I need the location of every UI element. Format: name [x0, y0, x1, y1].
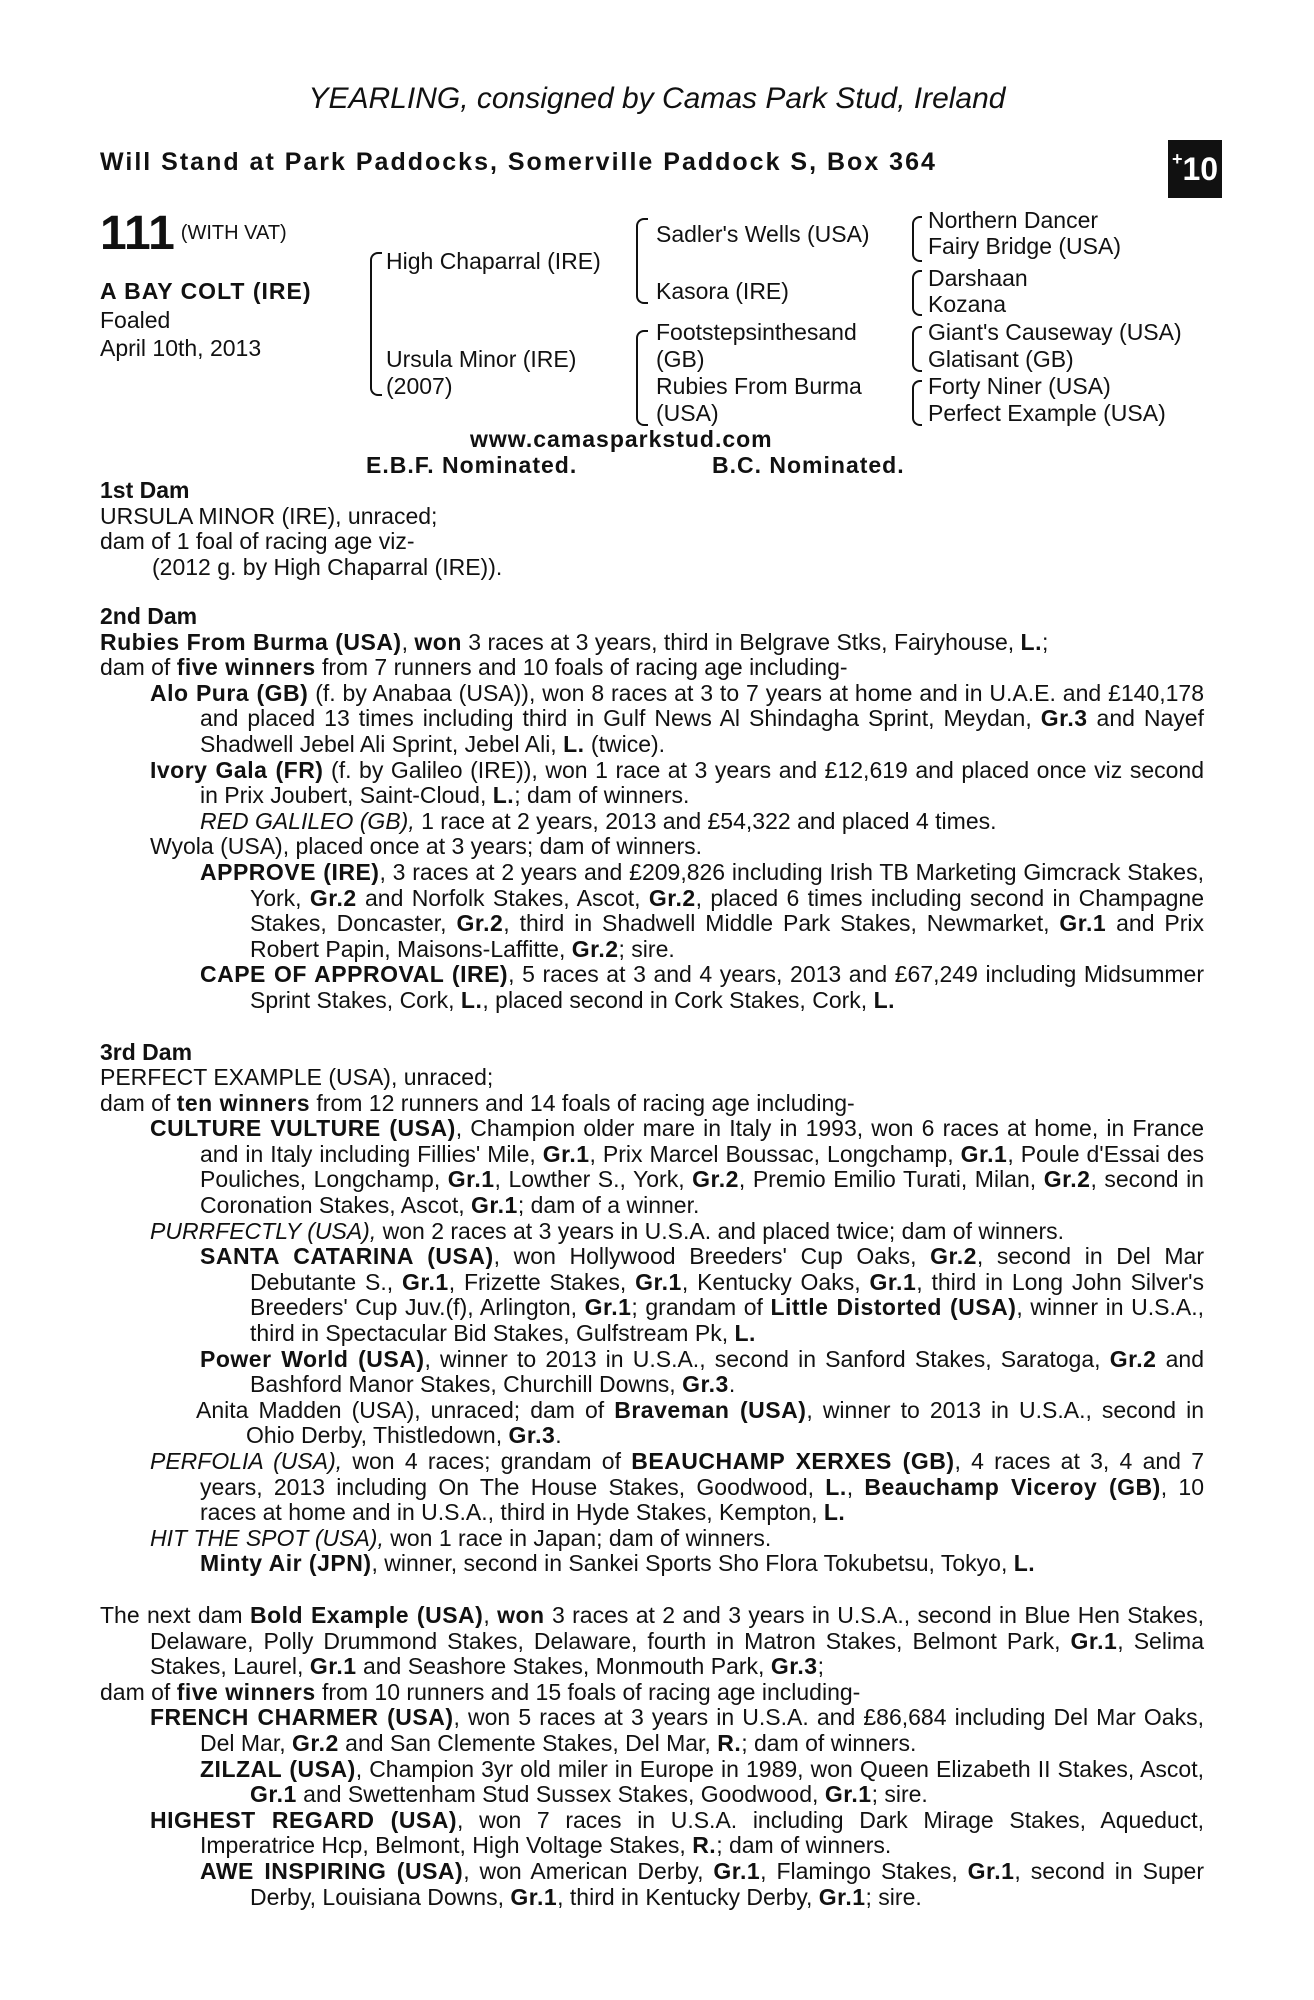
pedigree-brace-dd: [912, 380, 922, 426]
pedigree-sire-sire: Sadler's Wells (USA): [656, 221, 870, 247]
pedigree-gen3-5: Giant's Causeway (USA): [928, 319, 1182, 345]
website: www.camasparkstud.com: [470, 426, 773, 452]
third-dam-entry: PERFECT EXAMPLE (USA), unraced;: [100, 1064, 494, 1091]
pedigree-gen3-8: Perfect Example (USA): [928, 400, 1166, 426]
pedigree-gen3-7: Forty Niner (USA): [928, 373, 1111, 399]
first-dam-section: [100, 478, 502, 580]
pedigree-gen3-1: Northern Dancer: [928, 207, 1099, 233]
pedigree-dam-dam-2: (USA): [656, 400, 719, 426]
produce-entry: HIGHEST REGARD (USA), won 7 races in U.S.A. including Dark Mirage Stakes, Aqueduct, Imperatrice Hcp, Belmont, High Voltage Stakes, R.; dam of winners.: [150, 1806, 1205, 1859]
catalogue-header: YEARLING, consigned by Camas Park Stud, Ireland: [308, 82, 1006, 115]
pedigree-dam: Ursula Minor (IRE): [386, 346, 577, 372]
produce-entry: Ivory Gala (FR) (f. by Galileo (IRE)), won 1 race at 3 years and £12,619 and placed once viz second in Prix Joubert, Saint-Cloud, L.; dam of winners.: [150, 756, 1204, 809]
first-dam-line: URSULA MINOR (IRE), unraced;: [100, 502, 438, 529]
pedigree-dam-sire-1: Footstepsinthesand: [656, 319, 857, 345]
produce-entry: SANTA CATARINA (USA), won Hollywood Breeders' Cup Oaks, Gr.2, second in Del Mar Debutante S., Gr.1, Frizette Stakes, Gr.1, Kentucky Oaks, Gr.1, third in Long John Silver's Breeders' Cup Juv.(f), Arlington, Gr.1; grandam of Little Distorted (USA), winner in U.S.A., third in Spectacular Bid Stakes, Gulfstream Pk, L.: [200, 1243, 1205, 1347]
produce-entry: FRENCH CHARMER (USA), won 5 races at 3 years in U.S.A. and £86,684 including Del Mar Oaks, Del Mar, Gr.2 and San Clemente Stakes, Del Mar, R.; dam of winners.: [150, 1704, 1204, 1756]
pedigree-dam-dam-1: Rubies From Burma: [656, 373, 862, 399]
produce-entry: CAPE OF APPROVAL (IRE), 5 races at 3 and 4 years, 2013 and £67,249 including Midsummer Sprint Stakes, Cork, L., placed second in Cork Stakes, Cork, L.: [200, 961, 1204, 1013]
ebf-nomination: E.B.F. Nominated.: [366, 452, 578, 478]
pedigree-brace-gen1: [370, 252, 382, 396]
produce-entry: PERFOLIA (USA), won 4 races; grandam of BEAUCHAMP XERXES (GB), 4 races at 3, 4 and 7 years, 2013 including On The House Stakes, Goodwood, L., Beauchamp Viceroy (GB), 10 races at home and in U.S.A., third in Hyde Stakes, Kempton, L.: [150, 1448, 1205, 1526]
produce-entry: Alo Pura (GB) (f. by Anabaa (USA)), won 8 races at 3 to 7 years at home and in U.A.E. and £140,178 and placed 13 times including third in Gulf News Al Shindagha Sprint, Meydan, Gr.3 and Nayef Shadwell Jebel Ali Sprint, Jebel Ali, L. (twice).: [150, 679, 1205, 757]
next-dam-entry: The next dam Bold Example (USA), won 3 races at 2 and 3 years in U.S.A., second in Blue Hen Stakes, Delaware, Polly Drummond Stakes, Delaware, fourth in Matron Stakes, Belmont Park, Gr.1, Selima Stakes, Laurel, Gr.1 and Seashore Stakes, Monmouth Park, Gr.3;: [100, 1601, 1204, 1680]
second-dam-produce: dam of five winners from 7 runners and 10 foals of racing age including-: [100, 654, 848, 681]
stable-location: Will Stand at Park Paddocks, Somerville Paddock S, Box 364: [100, 148, 937, 176]
pedigree-gen3-3: Darshaan: [928, 265, 1028, 291]
first-dam-line: dam of 1 foal of racing age viz-: [100, 528, 415, 555]
foaled-info: Foaled April 10th, 2013: [100, 307, 262, 361]
produce-entry: APPROVE (IRE), 3 races at 2 years and £209,826 including Irish TB Marketing Gimcrack Stakes, York, Gr.2 and Norfolk Stakes, Ascot, Gr.2, placed 6 times including second in Champagne Stakes, Doncaster, Gr.2, third in Shadwell Middle Park Stakes, Newmarket, Gr.1 and Prix Robert Papin, Maisons-Laffitte, Gr.2; sire.: [200, 858, 1205, 962]
bc-nomination: B.C. Nominated.: [712, 452, 905, 478]
third-dam-produce: dam of ten winners from 12 runners and 14 foals of racing age including-: [100, 1089, 855, 1116]
pedigree-brace-sd: [912, 270, 922, 316]
produce-entry: Power World (USA), winner to 2013 in U.S.A., second in Sanford Stakes, Saratoga, Gr.2 and Bashford Manor Stakes, Churchill Downs, Gr.3.: [200, 1345, 1204, 1398]
pedigree-gen3-4: Kozana: [928, 291, 1007, 317]
pedigree-sire-dam: Kasora (IRE): [656, 278, 789, 304]
produce-entry: PURRFECTLY (USA), won 2 races at 3 years in U.S.A. and placed twice; dam of winners.: [150, 1217, 1064, 1244]
vat-note: (WITH VAT): [180, 222, 287, 244]
pedigree-brace-ss: [912, 216, 922, 262]
pedigree-gen3-2: Fairy Bridge (USA): [928, 233, 1121, 259]
third-dam-heading: 3rd Dam: [100, 1038, 193, 1065]
pedigree-brace-sire: [636, 218, 648, 304]
produce-entry: RED GALILEO (GB), 1 race at 2 years, 2013 and £54,322 and placed 4 times.: [200, 807, 997, 834]
produce-entry: HIT THE SPOT (USA), won 1 race in Japan; dam of winners.: [150, 1524, 772, 1551]
dam-history: [100, 604, 1204, 1910]
lot-badge: + 10: [1168, 140, 1222, 198]
produce-entry: AWE INSPIRING (USA), won American Derby, Gr.1, Flamingo Stakes, Gr.1, second in Super Derby, Louisiana Downs, Gr.1, third in Kentucky Derby, Gr.1; sire.: [200, 1857, 1205, 1910]
lot-description: A BAY COLT (IRE): [100, 278, 312, 304]
second-dam-entry: Rubies From Burma (USA), won 3 races at 3 years, third in Belgrave Stks, Fairyhouse, L.;: [100, 628, 1049, 655]
next-dam-produce: dam of five winners from 10 runners and 15 foals of racing age including-: [100, 1678, 861, 1705]
produce-entry: Minty Air (JPN), winner, second in Sankei Sports Sho Flora Tokubetsu, Tokyo, L.: [200, 1550, 1036, 1577]
pedigree-gen3-6: Glatisant (GB): [928, 346, 1074, 372]
first-dam-heading: 1st Dam: [100, 477, 190, 503]
produce-entry: ZILZAL (USA), Champion 3yr old miler in Europe in 1989, won Queen Elizabeth II Stakes, Ascot, Gr.1 and Swettenham Stud Sussex Stakes, Goodwood, Gr.1; sire.: [200, 1755, 1204, 1808]
produce-entry: Anita Madden (USA), unraced; dam of Braveman (USA), winner to 2013 in U.S.A., second in Ohio Derby, Thistledown, Gr.3.: [196, 1396, 1205, 1449]
pedigree-dam-sire-2: (GB): [656, 346, 705, 372]
lot-number: 111 $^{(WITH VAT)}$: [100, 207, 287, 260]
pedigree-dam-year: (2007): [386, 373, 453, 399]
produce-entry: CULTURE VULTURE (USA), Champion older mare in Italy in 1993, won 6 races at home, in France and in Italy including Fillies' Mile, Gr.1, Prix Marcel Boussac, Longchamp, Gr.1, Poule d'Essai des Pouliches, Longchamp, Gr.1, Lowther S., York, Gr.2, Premio Emilio Turati, Milan, Gr.2, second in Coronation Stakes, Ascot, Gr.1; dam of a winner.: [150, 1115, 1205, 1219]
pedigree-brace-dam: [636, 330, 648, 426]
pedigree-brace-ds: [912, 326, 922, 372]
produce-entry: Wyola (USA), placed once at 3 years; dam of winners.: [150, 833, 703, 860]
second-dam-heading: 2nd Dam: [100, 603, 198, 629]
first-dam-line: (2012 g. by High Chaparral (IRE)).: [152, 553, 503, 580]
pedigree-sire: High Chaparral (IRE): [386, 248, 601, 274]
